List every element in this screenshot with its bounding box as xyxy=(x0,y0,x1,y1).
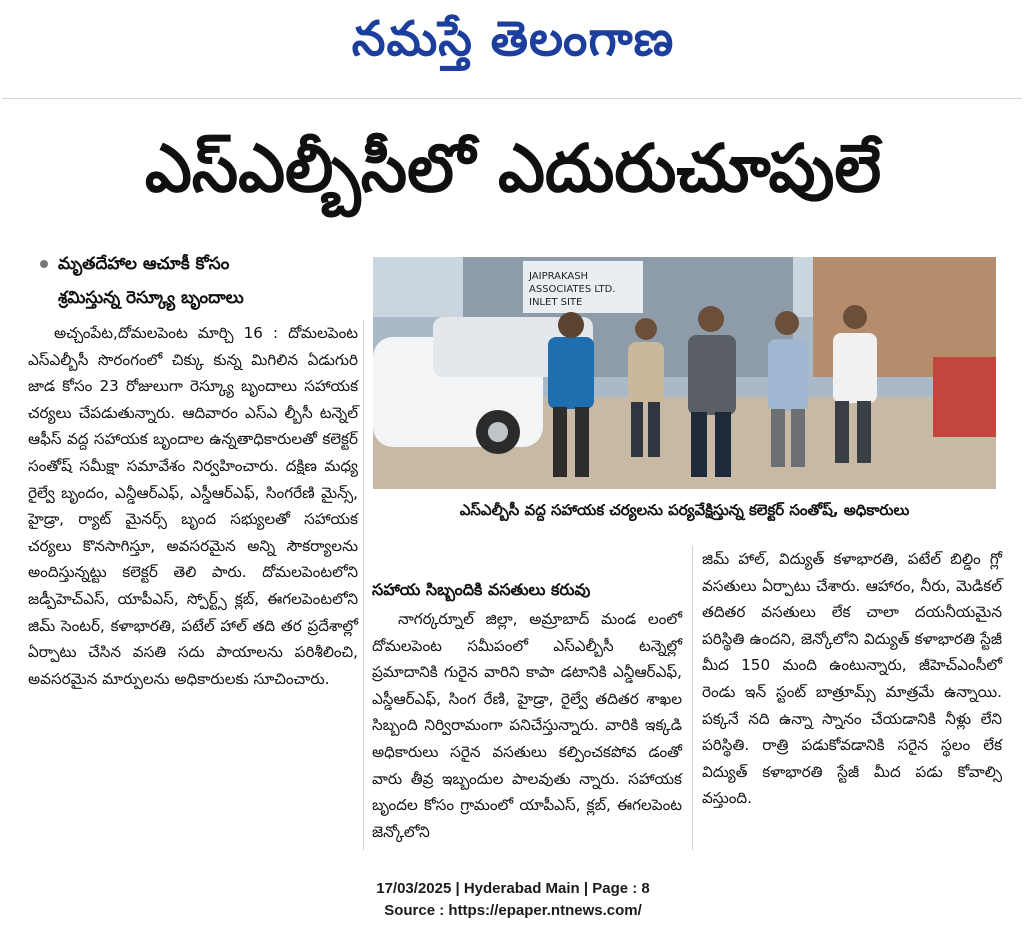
column-divider xyxy=(363,320,364,850)
article-paragraph: అచ్చంపేట,దోమలపెంట మార్చి 16 : దోమలపెంట ఎస్ఎల్బీసీ సొరంగంలో చిక్కు కున్న మిగిలిన ఏడుగురి జాడ కోసం 23 రోజులుగా రెస్క్యూ బృందాలు సహాయక చర్యలు చేపడుతున్నారు. ఆదివారం ఎస్ఎ ల్బీసీ టన్నెల్ ఆఫీస్ వద్ద సహాయక బృందాల ఉన్నతాధికారులతో కలెక్టర్ సంతోష్ సమీక్షా సమావేశం నిర్వహించారు. దక్షిణ మధ్య రైల్వే బృందం, ఎన్డీఆర్ఎఫ్, ఎస్డీఆర్ఎఫ్, సింగరేణి మైన్స్, హైడ్రా, ర్యాట్ మైనర్స్ బృంద సభ్యులతో సహాయక చర్యలు కొనసాగిస్తూ, అవసరమైన అన్ని సౌకర్యాలను అందిస్తున్నట్టు కలెక్టర్ తెలి పారు. దోమలపెంటలోని జడ్పీహెచ్ఎస్, యాపీఎస్, స్పోర్ట్స్ క్లబ్, ఈగలపెంటలోని జిమ్ సెంటర్, కళాభారతి, పటేల్ హాల్ తది తర ప్రదేశాల్లో ఏర్పాటు చేసిన వసతి సదు పాయాలను పరిశీలించి, అవసరమైన మార్పులను అధికారులకు సూచించారు. xyxy=(28,324,358,688)
article-column-1 xyxy=(28,320,358,692)
article-paragraph: నాగర్కర్నూల్ జిల్లా, అమ్రాబాద్ మండ లంలో దోమలపెంట సమీపంలో ఎస్ఎల్బీసీ టన్నెల్లో ప్రమాదానికి గురైన వారిని కాపా డటానికి ఎన్డీఆర్ఎఫ్, ఎస్డీఆర్ఎఫ్, సింగ రేణి, హైడ్రా, రైల్వే తదితర శాఖల సిబ్బంది నిర్విరామంగా పనిచేస్తున్నారు. వారికి ఇక్కడి అధికారులు సరైన వసతులు కల్పించకపోవ డంతో వారు తీవ్ర ఇబ్బందుల పాలవుతు న్నారు. సహాయక బృందల కోసం గ్రామంలో యాపీఎస్, క్లబ్, ఈగలపెంట జెన్కోలోని xyxy=(372,610,682,841)
summary-bullets xyxy=(40,247,350,315)
masthead-logo: నమస్తే తెలంగాణ xyxy=(351,11,675,67)
column-divider xyxy=(692,546,693,850)
photo-illustration xyxy=(373,257,996,489)
bullet-icon xyxy=(40,260,48,268)
section-subhead: సహాయ సిబ్బందికి వసతులు కరువు xyxy=(372,580,591,599)
bullet-item xyxy=(40,247,350,281)
footer-source-link[interactable]: Source : https://epaper.ntnews.com/ xyxy=(384,902,642,919)
photo-caption: ఎస్ఎల్బీసీ వద్ద సహాయక చర్యలను పర్యవేక్షిస్తున్న కలెక్టర్ సంతోష్, అధికారులు xyxy=(459,501,910,519)
site-sign-text: JAIPRAKASH ASSOCIATES LTD. INLET SITE xyxy=(529,271,616,308)
article-column-3 xyxy=(702,546,1002,812)
page-headline: ఎస్ఎల్బీసీలో ఎదురుచూపులే xyxy=(144,130,882,207)
bullet-text-2: శ్రమిస్తున్న రెస్క్యూ బృందాలు xyxy=(58,288,244,308)
bullet-text-1: మృతదేహాల ఆచూకీ కోసం xyxy=(58,254,230,274)
footer-date-edition: 17/03/2025 | Hyderabad Main | Page : 8 xyxy=(376,880,650,897)
news-photo xyxy=(373,257,996,489)
article-column-2 xyxy=(372,576,682,845)
article-paragraph: జిమ్ హాల్, విద్యుత్ కళాభారతి, పటేల్ బిల్డిం గ్లో వసతులు ఏర్పాటు చేశారు. ఆహారం, నీరు, మెడికల్ తదితర వసతులు లేక చాలా దయనీయమైన పరిస్థితి ఉందని, జెన్కోలోని విద్యుత్ కళాభారతి స్టేజీ మీద 150 మంది ఉంటున్నారు, జీహెచ్ఎంసీలో రెండు ఇన్ స్టంట్ బాత్రూమ్స్ మాత్రమే ఉన్నాయి. పక్కనే నది ఉన్నా స్నానం చేయడానికి నీళ్లు లేని పరిస్థితి. రాత్రి పడుకోవడానికి సరైన స్థలం లేక విద్యుత్ కళాభారతి స్టేజీ మీద పడు కోవాల్సి వస్తుంది. xyxy=(702,550,1002,808)
bullet-item-continuation xyxy=(40,281,350,315)
